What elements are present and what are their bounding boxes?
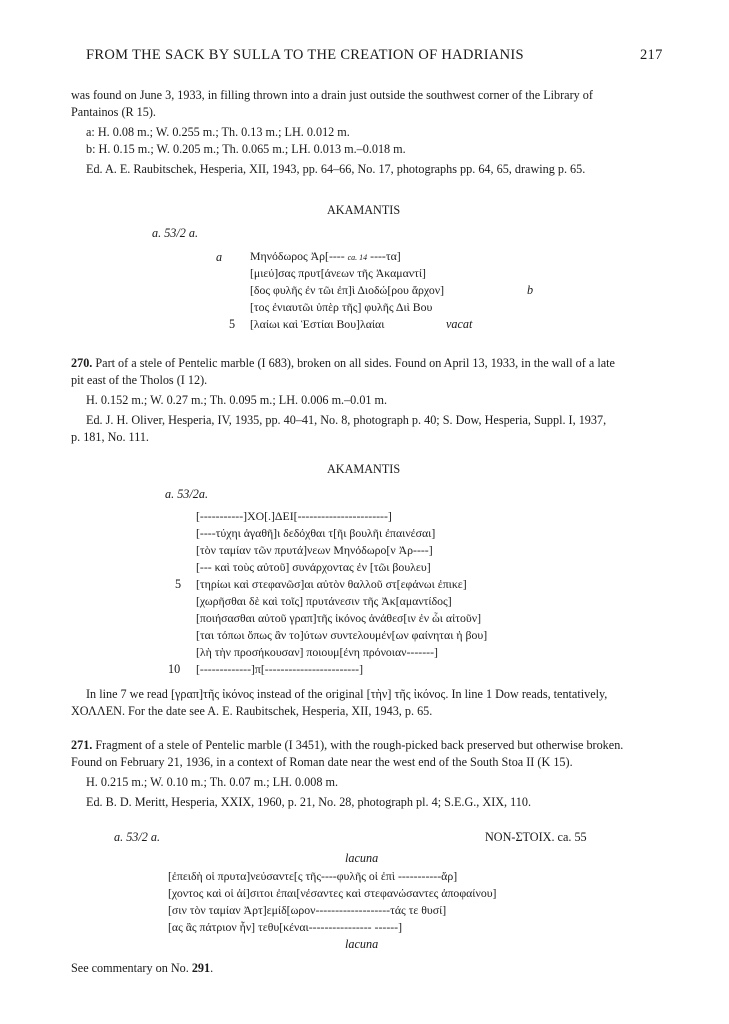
entry-271-line-2: Found on February 21, 1936, in a context of Roman date near the west end of the South Stoa II (K 15). — [71, 755, 573, 769]
entry-number: 271. — [71, 738, 93, 752]
entry-270-edition-1: Ed. J. H. Oliver, Hesperia, IV, 1935, pp. 40–41, No. 8, photograph p. 40; S. Dow, Hesperia, Suppl. I, 1937, — [86, 413, 607, 427]
non-stoichedon-note: NON-ΣΤΟΙΧ. ca. 55 — [485, 830, 587, 844]
edition-note: Ed. A. E. Raubitschek, Hesperia, XII, 1943, pp. 64–66, No. 17, photographs pp. 64, 65, drawing p. 65. — [86, 162, 586, 176]
inscription-line: [μιεύ]σας πρυτ[άνεων τῆς Ἀκαμαντί] — [250, 266, 426, 280]
entry-271-line-1 — [71, 737, 623, 754]
intro-line-2: Pantainos (R 15). — [71, 105, 156, 119]
commentary-270-line-2: ΧΟΛΛΕΝ. For the date see A. E. Raubitschek, Hesperia, XII, 1943, p. 65. — [71, 704, 433, 718]
entry-text: Fragment of a stele of Pentelic marble (I 3451), with the rough-picked back preserved but otherwise broken. — [92, 738, 624, 752]
inscription-line: [ἐπειδὴ οἱ πρυτα]νεύσαντε[ς τῆς----φυλῆς οἱ ἐπὶ -----------ἄρ] — [168, 869, 458, 883]
inscription-line — [250, 248, 401, 266]
entry-number: 270. — [71, 356, 93, 370]
line-number: 5 — [229, 317, 236, 331]
inscription-date: a. 53/2a. — [165, 487, 208, 501]
ca-note: ca. 14 — [347, 253, 368, 262]
commentary-reference — [71, 960, 213, 977]
inscription-line: [λαίωι καὶ Ἑστίαι Βου]λαίαι — [250, 317, 385, 331]
running-title: FROM THE SACK BY SULLA TO THE CREATION OF HADRIANIS — [86, 47, 524, 63]
page-number: 217 — [640, 47, 663, 63]
inscription-line: [λὴ τὴν προσήκουσαν] ποιουμ[ένη πρόνοιαν-------] — [196, 645, 438, 659]
vacat-note: vacat — [446, 317, 473, 331]
inscription-date: a. 53/2 a. — [152, 226, 199, 240]
inscription-line: [δος φυλῆς ἐν τῶι ἐπ]ὶ Διοδώ[ρου ἄρχον] — [250, 283, 445, 297]
lacuna-top: lacuna — [345, 851, 379, 865]
inscription-text: ----τα] — [367, 249, 401, 263]
inscription-line: [ας ἃς πάτριον ἦν] τεθυ[κέναι---------------- ------] — [168, 920, 403, 934]
inscription-line: [τηρίωι καὶ στεφανῶσ]αι αὐτὸν θαλλοῦ στ[εφάνωι ἐπικε] — [196, 577, 467, 591]
fragment-label-a: a — [216, 250, 223, 264]
entry-text: Part of a stele of Pentelic marble (I 683), broken on all sides. Found on April 13, 1933, in the wall of a late — [92, 356, 615, 370]
inscription-line: [τὸν ταμίαν τῶν πρυτά]νεων Μηνόδωρο[ν Ἀρ----] — [196, 543, 433, 557]
entry-271-edition: Ed. B. D. Meritt, Hesperia, XXIX, 1960, p. 21, No. 28, photograph pl. 4; S.E.G., XIX, 110. — [86, 795, 532, 809]
inscription-heading: AKAMANTIS — [327, 462, 401, 476]
inscription-date: a. 53/2 a. — [114, 830, 161, 844]
entry-271-dimensions: H. 0.215 m.; W. 0.10 m.; Th. 0.07 m.; LH. 0.008 m. — [86, 775, 338, 789]
inscription-line: [χωρῆσθαι δὲ καὶ τοῖς] πρυτάνεσιν τῆς Ἀκ[αμαντίδος] — [196, 594, 452, 608]
line-number: 10 — [168, 662, 181, 676]
inscription-heading: AKAMANTIS — [327, 203, 401, 217]
inscription-line: [σιν τὸν ταμίαν Ἀρτ]εμίδ[ωρον-------------------τάς τε θυσί] — [168, 903, 447, 917]
commentary-text: See commentary on No. — [71, 961, 192, 975]
inscription-line: [ται τόπωι ὅπως ἂν το]ύτων συντελουμέν[ων φαίνηται ἡ βου] — [196, 628, 488, 642]
inscription-line: [χοντος καὶ οἱ ἀί]σιτοι ἐπαι[νέσαντες καὶ στεφανώσαντες ἀποφαίνου] — [168, 886, 497, 900]
fragment-label-b: b — [527, 283, 534, 297]
line-number: 5 — [175, 577, 182, 591]
entry-270-line-2: pit east of the Tholos (I 12). — [71, 373, 208, 387]
inscription-text: Μηνόδωρος Ἀρ[---- — [250, 249, 348, 263]
dimensions-a: a: H. 0.08 m.; W. 0.255 m.; Th. 0.13 m.; LH. 0.012 m. — [86, 125, 350, 139]
intro-line-1: was found on June 3, 1933, in filling thrown into a drain just outside the southwest corner of the Library of — [71, 88, 593, 102]
inscription-line: [ποιήσασθαι αὐτοῦ γραπ]τῆς ἰκόνος ἀνάθεσ[ιν ἐν ὧι αἰτοῦν] — [196, 611, 482, 625]
inscription-line: [-------------]π[------------------------] — [196, 662, 364, 676]
inscription-line: [τος ἐνιαυτῶι ὑπὲρ τῆς] φυλῆς Διὶ Βου — [250, 300, 433, 314]
entry-270-line-1 — [71, 355, 615, 372]
inscription-line: [----τύχηι ἀγαθῆ]ι δεδόχθαι τ[ῆι βουλῆι ἐπαινέσαι] — [196, 526, 436, 540]
commentary-text: . — [210, 961, 214, 975]
commentary-link-number: 291 — [191, 961, 211, 975]
dimensions-b: b: H. 0.15 m.; W. 0.205 m.; Th. 0.065 m.; LH. 0.013 m.–0.018 m. — [86, 142, 406, 156]
entry-270-edition-2: p. 181, No. 111. — [71, 430, 149, 444]
entry-270-dimensions: H. 0.152 m.; W. 0.27 m.; Th. 0.095 m.; LH. 0.006 m.–0.01 m. — [86, 393, 388, 407]
inscription-line: [--- καὶ τοὺς αὐτοῦ] συνάρχοντας ἐν [τῶι βουλευ] — [196, 560, 431, 574]
commentary-270-line-1: In line 7 we read [γραπ]τῆς ἰκόνος instead of the original [τὴν] τῆς ἰκόνος. In line 1 Dow reads, tentatively, — [86, 687, 608, 701]
inscription-line: [-----------]ΧΟ[.]ΔΕΙ[-----------------------] — [196, 509, 392, 523]
lacuna-bottom: lacuna — [345, 937, 379, 951]
